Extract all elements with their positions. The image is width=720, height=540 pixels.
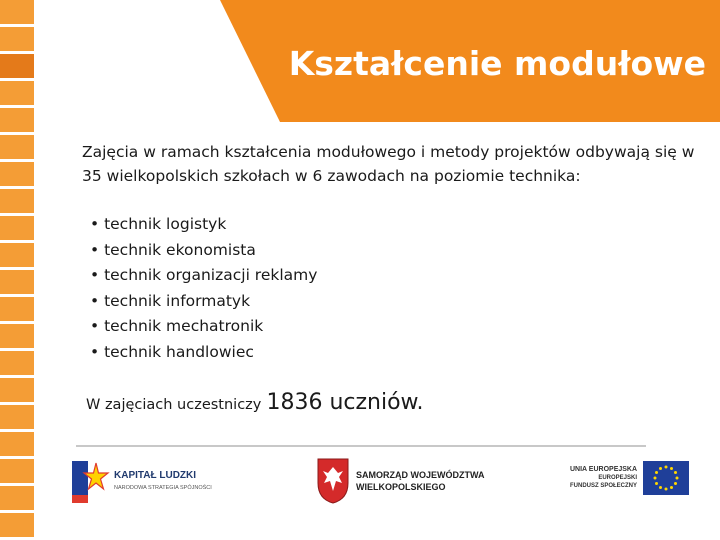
- logo2-line1: SAMORZĄD WOJEWÓDZTWA: [356, 470, 485, 480]
- professions-list: [90, 212, 317, 365]
- strip-block: [0, 0, 34, 24]
- list-item: • technik handlowiec: [90, 342, 254, 361]
- eu-logo: [570, 461, 689, 495]
- summary-prefix: W zajęciach uczestniczy: [86, 397, 262, 413]
- strip-block: [0, 54, 34, 78]
- footer-logos: [70, 455, 700, 515]
- strip-block: [0, 189, 34, 213]
- strip-block: [0, 459, 34, 483]
- intro-paragraph: Zajęcia w ramach kształcenia modułowego i metody projektów odbywają się w 35 wielkopolskich szkołach w 6 zawodach na poziomie technika:: [82, 143, 695, 185]
- logo1-subtitle: NARODOWA STRATEGIA SPÓJNOŚCI: [114, 485, 212, 491]
- kapital-ludzki-star-icon: [70, 459, 110, 505]
- kapital-ludzki-logo: [70, 459, 212, 505]
- logo3-line1: UNIA EUROPEJSKA: [570, 466, 638, 473]
- coat-of-arms-icon: [316, 457, 350, 505]
- list-item: • technik ekonomista: [90, 240, 256, 259]
- page-title: Kształcenie modułowe: [288, 44, 706, 83]
- footer-divider: [76, 445, 646, 447]
- strip-block: [0, 297, 34, 321]
- summary-highlight: 1836 uczniów.: [266, 390, 424, 415]
- strip-block: [0, 216, 34, 240]
- wielkopolska-logo: [316, 457, 485, 505]
- summary-line: [86, 390, 424, 415]
- strip-block: [0, 27, 34, 51]
- logo3-line3: FUNDUSZ SPOŁECZNY: [570, 483, 638, 489]
- strip-block: [0, 324, 34, 348]
- strip-block: [0, 162, 34, 186]
- strip-block: [0, 405, 34, 429]
- logo2-line2: WIELKOPOLSKIEGO: [356, 482, 446, 492]
- list-item: • technik mechatronik: [90, 317, 264, 335]
- eu-flag-icon: [643, 461, 689, 495]
- strip-block: [0, 378, 34, 402]
- strip-block: [0, 486, 34, 510]
- list-item: • technik organizacji reklamy: [90, 266, 318, 284]
- strip-block: [0, 243, 34, 267]
- title-banner: [280, 0, 720, 122]
- strip-block: [0, 81, 34, 105]
- strip-block: [0, 513, 34, 537]
- logo3-line2: EUROPEJSKI: [598, 475, 638, 481]
- strip-block: [0, 108, 34, 132]
- list-item: • technik logistyk: [90, 215, 227, 233]
- strip-block: [0, 135, 34, 159]
- strip-block: [0, 432, 34, 456]
- list-item: • technik informatyk: [90, 291, 251, 310]
- side-decoration-strip: [0, 0, 34, 540]
- strip-block: [0, 351, 34, 375]
- logo1-title: KAPITAŁ LUDZKI: [114, 470, 197, 481]
- strip-block: [0, 270, 34, 294]
